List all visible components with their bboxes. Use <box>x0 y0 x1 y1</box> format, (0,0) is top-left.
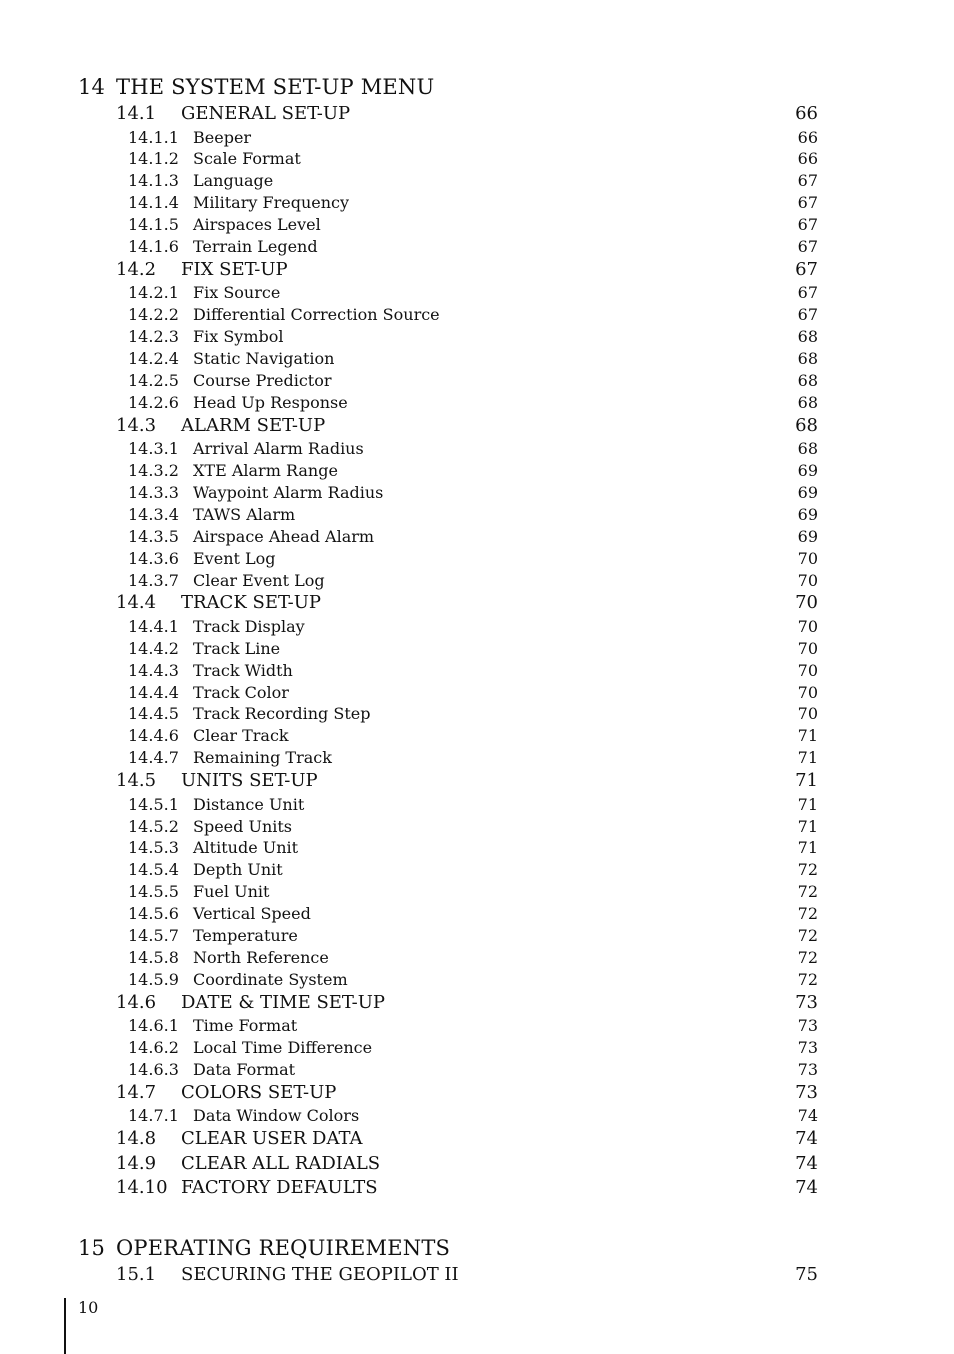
toc-section-row <box>0 414 954 439</box>
chapter-heading <box>0 72 954 102</box>
subsection-title: Temperature <box>193 926 298 945</box>
subsection-page: 67 <box>797 283 818 303</box>
subsection-number: 14.1.4 <box>128 193 179 213</box>
subsection-page: 67 <box>797 215 818 235</box>
subsection-page: 67 <box>797 171 818 191</box>
section-title: CLEAR USER DATA <box>181 1128 363 1150</box>
subsection-number: 14.1.5 <box>128 215 179 235</box>
toc-subsection-row <box>0 1059 954 1081</box>
toc-subsection-row <box>0 747 954 769</box>
subsection-number: 14.4.7 <box>128 748 179 768</box>
subsection-number: 14.4.6 <box>128 726 179 746</box>
toc-subsection-row <box>0 326 954 348</box>
subsection-page: 70 <box>797 682 818 702</box>
section-page: 74 <box>795 1128 818 1150</box>
toc-subsection-row <box>0 1015 954 1037</box>
subsection-page: 71 <box>797 816 818 836</box>
chapter-title: OPERATING REQUIREMENTS <box>116 1235 451 1260</box>
subsection-number: 14.4.5 <box>128 704 179 724</box>
subsection-title: Time Format <box>193 1016 298 1036</box>
toc-subsection-row <box>0 348 954 370</box>
subsection-number: 14.3.1 <box>128 439 179 459</box>
subsection-page: 72 <box>797 926 818 945</box>
toc-section-row <box>0 1127 954 1152</box>
subsection-number: 14.3.6 <box>128 548 179 568</box>
section-page: 75 <box>795 1263 818 1285</box>
subsection-number: 14.1.2 <box>128 149 179 169</box>
subsection-title: Fix Symbol <box>193 327 284 347</box>
subsection-number: 14.5.5 <box>128 882 179 902</box>
section-number: 14.1 <box>116 103 157 124</box>
section-title: FACTORY DEFAULTS <box>181 1177 378 1199</box>
subsection-title: Local Time Difference <box>193 1038 373 1058</box>
toc-subsection-row <box>0 947 954 969</box>
toc-chapter <box>0 72 954 1201</box>
toc-subsection-row <box>0 148 954 170</box>
section-title: TRACK SET-UP <box>181 592 322 614</box>
section-page: 68 <box>795 414 818 436</box>
page-footer <box>64 1298 99 1354</box>
subsection-title: Scale Format <box>193 149 301 169</box>
subsection-page: 67 <box>797 193 818 213</box>
toc-section-row <box>0 1152 954 1177</box>
toc-subsection-row <box>0 903 954 925</box>
subsection-title: XTE Alarm Range <box>193 461 338 481</box>
subsection-page: 72 <box>797 860 818 880</box>
subsection-page: 68 <box>797 392 818 412</box>
subsection-page: 66 <box>797 127 818 147</box>
toc-chapter <box>0 1233 954 1288</box>
toc-subsection-row <box>0 616 954 638</box>
subsection-number: 14.1.6 <box>128 236 179 256</box>
toc-subsection-row <box>0 236 954 258</box>
subsection-page: 69 <box>797 461 818 481</box>
toc-section-row <box>0 769 954 794</box>
subsection-number: 14.6.2 <box>128 1038 179 1058</box>
subsection-title: Terrain Legend <box>193 236 318 256</box>
toc-subsection-row <box>0 392 954 414</box>
subsection-page: 70 <box>797 638 818 658</box>
subsection-page: 67 <box>797 236 818 256</box>
subsection-title: Clear Event Log <box>193 570 325 590</box>
toc-subsection-row <box>0 127 954 149</box>
section-title: FIX SET-UP <box>181 258 288 280</box>
toc-subsection-row <box>0 660 954 682</box>
subsection-page: 71 <box>797 838 818 858</box>
section-title: DATE & TIME SET-UP <box>181 991 385 1013</box>
subsection-title: Speed Units <box>193 816 293 836</box>
section-page: 70 <box>795 592 818 614</box>
subsection-title: Static Navigation <box>193 349 335 369</box>
toc-subsection-row <box>0 570 954 592</box>
subsection-page: 71 <box>797 748 818 768</box>
section-number: 14.3 <box>116 414 157 436</box>
toc-subsection-row <box>0 1105 954 1127</box>
subsection-title: Track Display <box>193 616 305 636</box>
toc-subsection-row <box>0 548 954 570</box>
subsection-title: North Reference <box>193 947 329 967</box>
subsection-title: TAWS Alarm <box>193 504 296 524</box>
subsection-title: Course Predictor <box>193 370 332 390</box>
subsection-number: 14.3.7 <box>128 570 179 590</box>
subsection-number: 14.2.4 <box>128 349 179 369</box>
subsection-page: 71 <box>797 794 818 814</box>
subsection-number: 14.3.3 <box>128 482 179 502</box>
subsection-page: 70 <box>797 548 818 568</box>
subsection-title: Data Format <box>193 1059 296 1079</box>
subsection-title: Coordinate System <box>193 969 348 989</box>
subsection-page: 72 <box>797 904 818 924</box>
section-title: ALARM SET-UP <box>181 414 326 436</box>
subsection-title: Fix Source <box>193 283 281 303</box>
subsection-number: 14.3.4 <box>128 504 179 524</box>
subsection-title: Beeper <box>193 127 252 147</box>
subsection-number: 14.4.4 <box>128 682 179 702</box>
toc-subsection-row <box>0 370 954 392</box>
toc-subsection-row <box>0 837 954 859</box>
subsection-number: 14.4.1 <box>128 616 179 636</box>
section-page: 74 <box>795 1177 818 1199</box>
subsection-title: Airspace Ahead Alarm <box>193 526 375 546</box>
table-of-contents <box>0 72 954 1287</box>
section-title: SECURING THE GEOPILOT II <box>181 1263 459 1285</box>
toc-subsection-row <box>0 214 954 236</box>
subsection-page: 70 <box>797 704 818 724</box>
section-page: 73 <box>795 1081 818 1103</box>
subsection-number: 14.5.6 <box>128 904 179 924</box>
toc-subsection-row <box>0 881 954 903</box>
subsection-page: 69 <box>797 504 818 524</box>
chapter-number: 15 <box>78 1235 106 1260</box>
section-page: 74 <box>795 1152 818 1174</box>
subsection-number: 14.1.3 <box>128 171 179 191</box>
subsection-page: 68 <box>797 327 818 347</box>
toc-subsection-row <box>0 438 954 460</box>
section-title: GENERAL SET-UP <box>181 103 351 124</box>
section-number: 14.9 <box>116 1152 157 1174</box>
toc-subsection-row <box>0 504 954 526</box>
subsection-title: Clear Track <box>193 726 289 746</box>
subsection-number: 14.6.3 <box>128 1059 179 1079</box>
toc-subsection-row <box>0 192 954 214</box>
subsection-number: 14.5.4 <box>128 860 179 880</box>
toc-subsection-row <box>0 816 954 838</box>
toc-section-row <box>0 1176 954 1201</box>
section-title: UNITS SET-UP <box>181 770 318 792</box>
subsection-page: 73 <box>797 1038 818 1058</box>
subsection-number: 14.5.9 <box>128 969 179 989</box>
section-number: 14.6 <box>116 991 157 1013</box>
subsection-page: 72 <box>797 882 818 902</box>
subsection-number: 14.2.5 <box>128 370 179 390</box>
subsection-title: Track Recording Step <box>193 704 371 724</box>
subsection-title: Differential Correction Source <box>193 305 440 325</box>
section-number: 14.10 <box>116 1177 168 1199</box>
subsection-number: 14.4.3 <box>128 660 179 680</box>
subsection-number: 14.2.1 <box>128 283 179 303</box>
section-page: 73 <box>795 991 818 1013</box>
subsection-number: 14.5.7 <box>128 926 179 945</box>
section-title: COLORS SET-UP <box>181 1081 337 1103</box>
toc-subsection-row <box>0 170 954 192</box>
subsection-title: Altitude Unit <box>193 838 299 858</box>
subsection-number: 14.2.2 <box>128 305 179 325</box>
subsection-page: 72 <box>797 947 818 967</box>
subsection-number: 14.7.1 <box>128 1106 179 1126</box>
subsection-page: 68 <box>797 349 818 369</box>
subsection-title: Track Color <box>193 682 289 702</box>
section-title: CLEAR ALL RADIALS <box>181 1152 381 1174</box>
subsection-number: 14.2.6 <box>128 392 179 412</box>
subsection-page: 70 <box>797 660 818 680</box>
toc-subsection-row <box>0 794 954 816</box>
subsection-title: Track Line <box>193 638 281 658</box>
subsection-page: 71 <box>797 726 818 746</box>
toc-subsection-row <box>0 859 954 881</box>
subsection-page: 69 <box>797 482 818 502</box>
subsection-page: 73 <box>797 1016 818 1036</box>
subsection-title: Military Frequency <box>193 193 350 213</box>
subsection-number: 14.3.2 <box>128 461 179 481</box>
section-page: 71 <box>795 770 818 792</box>
page-number: 10 <box>78 1298 99 1317</box>
subsection-title: Event Log <box>193 548 276 568</box>
subsection-title: Fuel Unit <box>193 882 270 902</box>
toc-section-row <box>0 1081 954 1106</box>
subsection-page: 68 <box>797 439 818 459</box>
subsection-page: 69 <box>797 526 818 546</box>
section-number: 14.4 <box>116 592 157 614</box>
toc-section-row <box>0 991 954 1016</box>
subsection-page: 74 <box>797 1106 818 1126</box>
subsection-number: 14.3.5 <box>128 526 179 546</box>
toc-subsection-row <box>0 304 954 326</box>
subsection-number: 14.5.1 <box>128 794 179 814</box>
toc-subsection-row <box>0 526 954 548</box>
subsection-title: Track Width <box>193 660 293 680</box>
toc-subsection-row <box>0 638 954 660</box>
subsection-number: 14.5.2 <box>128 816 179 836</box>
subsection-title: Remaining Track <box>193 748 332 768</box>
chapter-heading <box>0 1233 954 1263</box>
chapter-title: THE SYSTEM SET-UP MENU <box>116 75 435 99</box>
subsection-page: 67 <box>797 305 818 325</box>
section-page: 66 <box>795 103 818 124</box>
toc-subsection-row <box>0 482 954 504</box>
subsection-number: 14.6.1 <box>128 1016 179 1036</box>
subsection-page: 70 <box>797 570 818 590</box>
subsection-title: Vertical Speed <box>193 904 311 924</box>
subsection-number: 14.5.3 <box>128 838 179 858</box>
section-number: 15.1 <box>116 1263 157 1285</box>
subsection-title: Airspaces Level <box>193 215 321 235</box>
toc-section-row <box>0 1263 954 1288</box>
chapter-number: 14 <box>78 75 106 99</box>
subsection-title: Distance Unit <box>193 794 305 814</box>
section-page: 67 <box>795 258 818 280</box>
subsection-number: 14.2.3 <box>128 327 179 347</box>
subsection-number: 14.5.8 <box>128 947 179 967</box>
toc-section-row <box>0 258 954 283</box>
section-number: 14.8 <box>116 1128 157 1150</box>
subsection-number: 14.4.2 <box>128 638 179 658</box>
subsection-page: 68 <box>797 370 818 390</box>
toc-section-row <box>0 591 954 616</box>
toc-subsection-row <box>0 725 954 747</box>
subsection-title: Language <box>193 171 274 191</box>
toc-section-row <box>0 102 954 127</box>
toc-subsection-row <box>0 925 954 947</box>
subsection-page: 73 <box>797 1059 818 1079</box>
subsection-title: Arrival Alarm Radius <box>193 439 364 459</box>
subsection-title: Depth Unit <box>193 860 283 880</box>
toc-subsection-row <box>0 1037 954 1059</box>
subsection-page: 70 <box>797 616 818 636</box>
section-number: 14.7 <box>116 1081 157 1103</box>
subsection-number: 14.1.1 <box>128 127 179 147</box>
toc-subsection-row <box>0 460 954 482</box>
toc-subsection-row <box>0 282 954 304</box>
subsection-title: Head Up Response <box>193 392 348 412</box>
toc-subsection-row <box>0 682 954 704</box>
subsection-title: Data Window Colors <box>193 1106 360 1126</box>
subsection-page: 72 <box>797 969 818 989</box>
toc-subsection-row <box>0 969 954 991</box>
section-number: 14.5 <box>116 770 157 792</box>
subsection-page: 66 <box>797 149 818 169</box>
section-number: 14.2 <box>116 258 157 280</box>
subsection-title: Waypoint Alarm Radius <box>193 482 384 502</box>
toc-subsection-row <box>0 703 954 725</box>
